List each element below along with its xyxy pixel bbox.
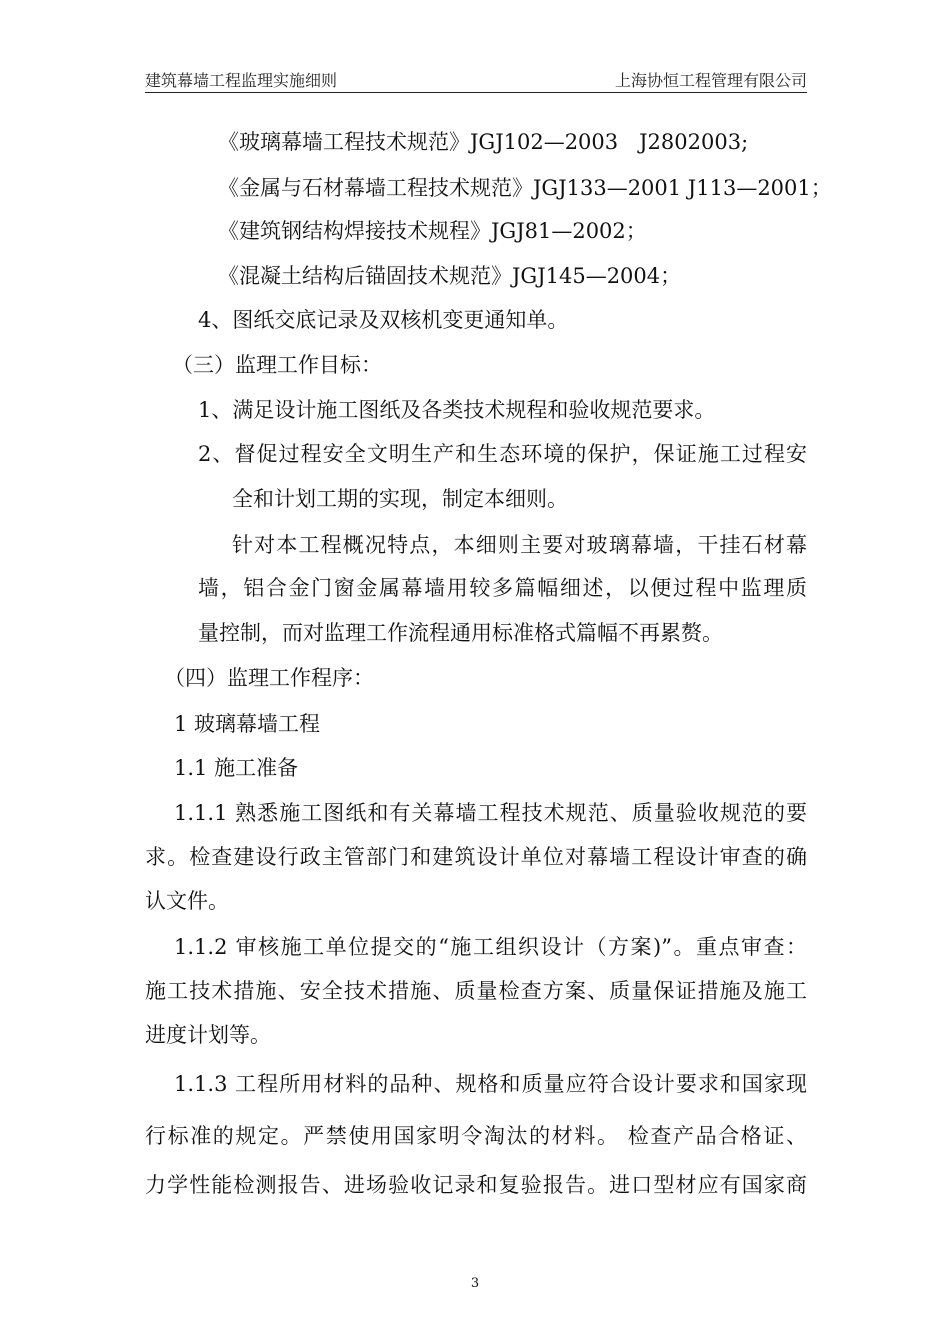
text-line: 《玻璃幕墙工程技术规范》JGJ102—2003 J2802003; (218, 130, 749, 154)
page-number: 3 (470, 1276, 480, 1291)
text-line: 《建筑钢结构焊接技术规程》JGJ81—2002； (218, 219, 647, 243)
header-document-title: 建筑幕墙工程监理实施细则 (145, 71, 338, 90)
text-line: 量控制，而对监理工作流程通用标准格式篇幅不再累赘。 (198, 621, 723, 645)
section-heading: 1.1 施工准备 (174, 756, 299, 780)
text-line: 施工技术措施、安全技术措施、质量检查方案、质量保证措施及施工 (145, 979, 807, 1003)
text-line: 针对本工程概况特点，本细则主要对玻璃幕墙，干挂石材幕 (232, 533, 807, 557)
text-line: 1.1.3 工程所用材料的品种、规格和质量应符合设计要求和国家现 (174, 1072, 807, 1096)
text-line: 《混凝土结构后锚固技术规范》JGJ145—2004； (218, 264, 682, 288)
text-line: 1.1.1 熟悉施工图纸和有关幕墙工程技术规范、质量验收规范的要 (174, 801, 807, 825)
text-line: 进度计划等。 (145, 1023, 271, 1047)
page-header (145, 64, 807, 93)
text-line: 2、督促过程安全文明生产和生态环境的保护，保证施工过程安 (198, 442, 807, 466)
text-line: 墙，铝合金门窗金属幕墙用较多篇幅细述，以便过程中监理质 (198, 576, 807, 600)
text-line: 全和计划工期的实现，制定本细则。 (232, 487, 568, 511)
text-line: 1.1.2 审核施工单位提交的“施工组织设计（方案)”。重点审查： (174, 935, 807, 959)
text-line: 1、满足设计施工图纸及各类技术规程和验收规范要求。 (198, 398, 716, 422)
text-line: 认文件。 (145, 889, 229, 913)
section-heading: 1 玻璃幕墙工程 (174, 712, 321, 736)
text-line: 4、图纸交底记录及双核机变更通知单。 (198, 308, 569, 332)
text-line: 力学性能检测报告、进场验收记录和复验报告。进口型材应有国家商 (145, 1173, 807, 1197)
text-line: 《金属与石材幕墙工程技术规范》JGJ133—2001 J113—2001； (218, 176, 832, 200)
text-line: （三）监理工作目标： (172, 353, 382, 377)
section-heading: （四）监理工作程序： (164, 666, 374, 690)
text-line: 求。检查建设行政主管部门和建筑设计单位对幕墙工程设计审查的确 (145, 845, 807, 869)
header-company-name: 上海协恒工程管理有限公司 (614, 71, 807, 90)
text-line: 行标准的规定。严禁使用国家明令淘汰的材料。 检查产品合格证、 (145, 1124, 807, 1148)
